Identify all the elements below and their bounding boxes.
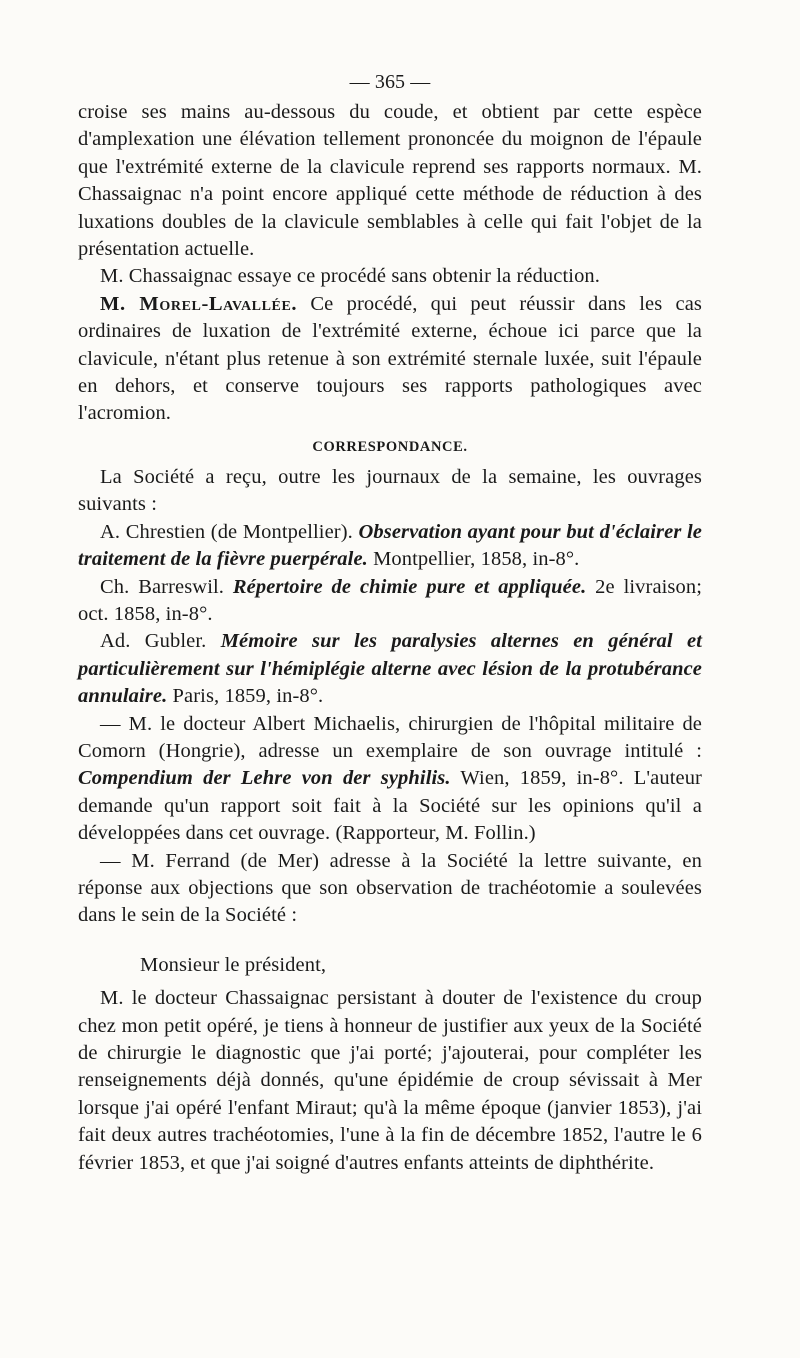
entry-author: Ad. Gubler. [100,630,221,653]
speaker-name: M. Morel-Lavallée. [100,292,298,315]
paragraph-ferrand: — M. Ferrand (de Mer) adresse à la Société la lettre suivante, en réponse aux objections que son observation de trachéotomie a soulevées dans le sein de la Société : [78,849,702,927]
paragraph-morel-lavallee [78,291,702,428]
paragraph-text: Wien, 1859, in-8°. L'auteur demande qu'un rapport soit fait à la Société sur les opinions qu'il a développées dans cet ouvrage. (Rapporteur, M. Follin.) [78,767,702,845]
entry-details: Paris, 1859, in-8°. [167,685,324,708]
entry-details: 2e livraison; oct. 1858, in-8°. [78,575,703,625]
entry-title: Mémoire sur les paralysies alternes en général et particulièrement sur l'hémiplégie alterne avec lésion de la protubérance annulaire. [78,630,702,708]
paragraph-michaelis [78,711,702,848]
paragraph-chassaignac: M. Chassaignac essaye ce procédé sans obtenir la réduction. [100,265,601,288]
entry-chrestien [78,519,702,574]
letter-salutation: Monsieur le président, [140,953,327,976]
entry-title: Répertoire de chimie pure et appliquée. [232,575,587,598]
paragraph-continuation: croise ses mains au-dessous du coude, et obtient par cette espèce d'amplexation une élévation tellement prononcée du moignon de l'épaule que l'extrémité externe de la clavicule reprend ses rapports normaux. M. Chassaignac n'a point encore appliqué cette méthode de réduction à des luxations doubles de la clavicule semblables à celle qui fait l'objet de la présentation actuelle. [78,101,702,261]
letter-body: M. le docteur Chassaignac persistant à douter de l'existence du croup chez mon petit opéré, je tiens à honneur de justifier aux yeux de la Société de chirurgie le diagnostic que j'ai porté; j'ajouterai, pour compléter les renseignements déjà donnés, qu'une épidémie de croup sévissait à Mer lorsque j'ai opéré l'enfant Miraut; qu'à la même époque (janvier 1853), j'ai fait deux autres trachéotomies, l'une à la fin de décembre 1852, l'autre le 6 février 1853, et que j'ai soigné d'autres enfants atteints de diphthérite. [78,987,702,1174]
text-block [78,65,702,1177]
entry-barreswil [78,574,702,629]
entry-author: Ch. Barreswil. [100,575,233,598]
book-title: Compendium der Lehre von der syphilis. [78,767,451,790]
paragraph-text: Ce procédé, qui peut réussir dans les cas ordinaires de luxation de l'extrémité externe, échoue ici parce que la clavicule, n'étant plus retenue à son extrémité sternale luxée, suit l'épaule en dehors, et conserve toujours ses rapports pathologiques avec l'acromion. [78,292,703,425]
section-title: CORRESPONDANCE. [312,438,468,455]
entry-title: Observation ayant pour but d'éclairer le traitement de la fièvre puerpérale. [78,520,702,571]
entry-details: Montpellier, 1858, in-8°. [367,548,580,571]
correspondance-intro: La Société a reçu, outre les journaux de la semaine, les ouvrages suivants : [78,465,702,516]
entry-gubler [78,628,702,710]
paragraph-text: — M. le docteur Albert Michaelis, chirurgien de l'hôpital militaire de Comorn (Hongrie), adresse un exemplaire de son ouvrage intitulé : [78,712,702,762]
entry-author: A. Chrestien (de Montpellier). [100,520,359,543]
page-number: — 365 — [349,71,431,93]
